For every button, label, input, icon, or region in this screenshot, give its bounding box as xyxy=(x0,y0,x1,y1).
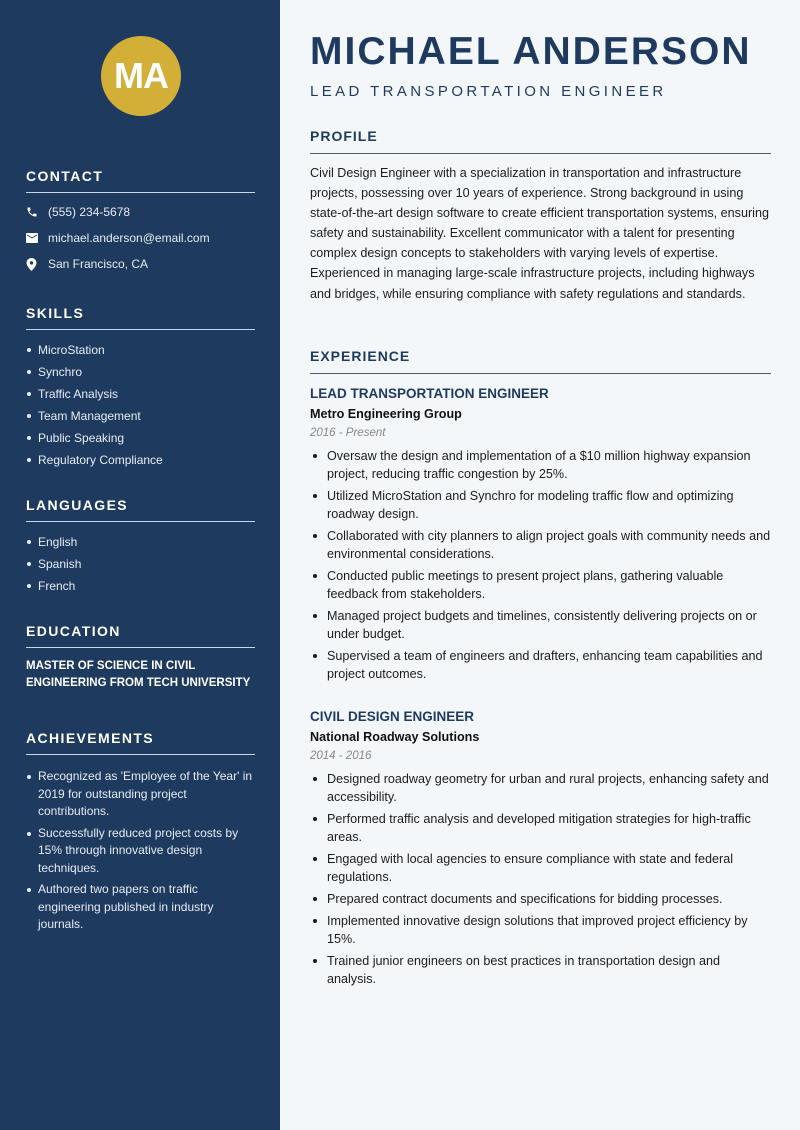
contact-section xyxy=(26,168,255,277)
job-bullet: Engaged with local agencies to ensure compliance with state and federal regulations. xyxy=(310,850,771,886)
achievements-list xyxy=(26,768,255,934)
contact-location xyxy=(26,251,255,277)
job-company: Metro Engineering Group xyxy=(310,407,462,421)
achievements-heading: ACHIEVEMENTS xyxy=(26,730,255,755)
profile-text: Civil Design Engineer with a specialization in transportation and infrastructure projects, possessing over 10 years of experience. Strong background in using state-of-the-art design software to create efficient transportation systems, ensuring safety and sustainability. Excellent communicator with a talent for presenting complex design concepts to stakeholders with varying levels of expertise. Experienced in managing large-scale infrastructure projects, including highways and bridges, while ensuring compliance with safety regulations and standards. xyxy=(310,166,769,301)
profile-heading: PROFILE xyxy=(310,128,771,154)
education-section xyxy=(26,623,255,692)
email-icon xyxy=(26,233,48,243)
job-bullet: Supervised a team of engineers and drafters, enhancing team capabilities and project outcomes. xyxy=(310,647,771,683)
languages-section xyxy=(26,497,255,597)
avatar-initials: MA xyxy=(114,55,168,96)
languages-list xyxy=(26,531,255,597)
skill-item: Team Management xyxy=(26,405,255,427)
job-bullet: Managed project budgets and timelines, consistently delivering projects on or under budget. xyxy=(310,607,771,643)
candidate-title: LEAD TRANSPORTATION ENGINEER xyxy=(310,83,667,100)
job-entry xyxy=(310,386,771,687)
job-bullet: Utilized MicroStation and Synchro for modeling traffic flow and optimizing roadway design. xyxy=(310,487,771,523)
email-text: michael.anderson@email.com xyxy=(48,231,210,245)
job-bullet: Prepared contract documents and specifications for bidding processes. xyxy=(310,890,771,908)
job-entry xyxy=(310,709,771,992)
achievement-item: Authored two papers on traffic engineering published in industry journals. xyxy=(26,881,255,934)
job-bullets xyxy=(310,447,771,683)
skill-item: Traffic Analysis xyxy=(26,383,255,405)
contact-email xyxy=(26,225,255,251)
job-title: CIVIL DESIGN ENGINEER xyxy=(310,709,475,724)
contact-heading: CONTACT xyxy=(26,168,255,193)
skill-item: Synchro xyxy=(26,361,255,383)
skills-list xyxy=(26,339,255,471)
job-bullet: Oversaw the design and implementation of a $10 million highway expansion project, reducing traffic congestion by 25%. xyxy=(310,447,771,483)
job-bullet: Performed traffic analysis and developed mitigation strategies for high-traffic areas. xyxy=(310,810,771,846)
job-bullet: Conducted public meetings to present project plans, gathering valuable feedback from stakeholders. xyxy=(310,567,771,603)
job-bullet: Implemented innovative design solutions that improved project efficiency by 15%. xyxy=(310,912,771,948)
job-bullet: Collaborated with city planners to align project goals with community needs and environmental considerations. xyxy=(310,527,771,563)
skill-item: Public Speaking xyxy=(26,427,255,449)
job-bullet: Designed roadway geometry for urban and rural projects, enhancing safety and accessibility. xyxy=(310,770,771,806)
contact-phone xyxy=(26,199,255,225)
candidate-name: MICHAEL ANDERSON xyxy=(310,30,752,73)
job-dates: 2016 - Present xyxy=(310,427,386,439)
education-heading: EDUCATION xyxy=(26,623,255,648)
sidebar xyxy=(0,0,280,1130)
language-item: French xyxy=(26,575,255,597)
language-item: Spanish xyxy=(26,553,255,575)
job-bullet: Trained junior engineers on best practices in transportation design and analysis. xyxy=(310,952,771,988)
skills-heading: SKILLS xyxy=(26,305,255,330)
job-company: National Roadway Solutions xyxy=(310,730,480,744)
skill-item: Regulatory Compliance xyxy=(26,449,255,471)
language-item: English xyxy=(26,531,255,553)
achievement-item: Successfully reduced project costs by 15% through innovative design techniques. xyxy=(26,825,255,878)
location-text: San Francisco, CA xyxy=(48,257,149,271)
phone-text: (555) 234-5678 xyxy=(48,205,131,219)
job-dates: 2014 - 2016 xyxy=(310,750,372,762)
experience-heading: EXPERIENCE xyxy=(310,348,771,374)
avatar xyxy=(101,36,181,116)
location-icon xyxy=(26,258,48,271)
skill-item: MicroStation xyxy=(26,339,255,361)
phone-icon xyxy=(26,206,48,218)
education-degree: MASTER OF SCIENCE IN CIVIL ENGINEERING FROM TECH UNIVERSITY xyxy=(26,660,251,689)
skills-section xyxy=(26,305,255,471)
achievements-section xyxy=(26,730,255,938)
achievement-item: Recognized as 'Employee of the Year' in 2019 for outstanding project contributions. xyxy=(26,768,255,821)
languages-heading: LANGUAGES xyxy=(26,497,255,522)
job-bullets xyxy=(310,770,771,988)
job-title: LEAD TRANSPORTATION ENGINEER xyxy=(310,386,549,401)
